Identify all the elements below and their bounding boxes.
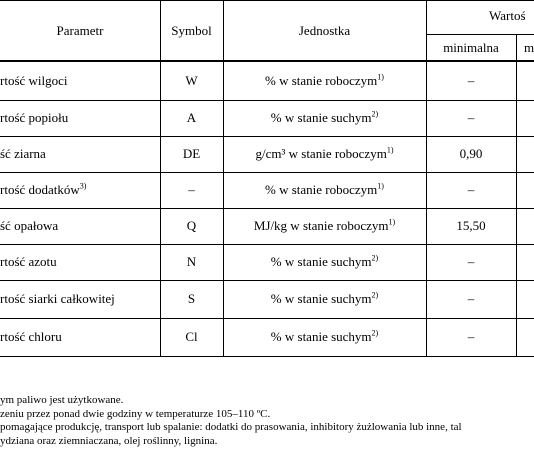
footnotes [0, 394, 534, 448]
row-minimum [426, 146, 516, 162]
row-minimum [426, 254, 516, 270]
column-divider [516, 34, 517, 357]
row-symbol-text: W [185, 73, 198, 88]
row-unit-text: % w stanie suchym [270, 110, 372, 125]
footnote: pomagające produkcję, transport lub spalanie: dodatki do prasowania, inhibitory żużlowania lub inne, tal [0, 421, 462, 433]
row-symbol [160, 146, 223, 162]
row-symbol [160, 218, 223, 234]
row-parameter-text: ść opałowa [0, 218, 59, 233]
row-parameter [0, 254, 57, 270]
row-minimum-text: – [467, 182, 475, 197]
row-parameter [0, 146, 46, 162]
row-divider [0, 136, 534, 137]
row-minimum-text: – [467, 329, 475, 344]
row-unit [223, 146, 426, 162]
row-unit-footnote-ref: 1) [388, 217, 396, 227]
row-symbol [160, 329, 223, 345]
header-split-line [426, 34, 534, 35]
table-top-border [0, 0, 534, 1]
row-divider [0, 318, 534, 319]
row-symbol-text: Cl [185, 329, 198, 344]
row-minimum-text: – [467, 291, 475, 306]
row-unit [223, 329, 426, 345]
row-parameter [0, 329, 62, 345]
table-bottom-border [0, 356, 534, 357]
header-minimum: minimalna [443, 40, 499, 55]
row-parameter [0, 73, 68, 89]
row-unit [223, 254, 426, 270]
row-unit-footnote-ref: 2) [371, 109, 379, 119]
row-unit-text: % w stanie suchym [270, 291, 372, 306]
row-unit-text: MJ/kg w stanie roboczym [253, 218, 389, 233]
row-symbol-text: – [188, 182, 195, 197]
header-symbol: Symbol [171, 23, 212, 38]
row-divider [0, 244, 534, 245]
header-value-group: Wartoś [489, 8, 526, 23]
header-maximum-fragment: m [524, 40, 534, 55]
row-divider [0, 280, 534, 281]
footnote: zeniu przez ponad dwie godziny w temperaturze 105–110 ºC. [0, 407, 271, 420]
row-symbol [160, 182, 223, 198]
row-minimum-text: – [467, 254, 475, 269]
row-unit-footnote-ref: 2) [371, 253, 379, 263]
row-minimum-text: – [467, 73, 475, 88]
row-unit [223, 110, 426, 126]
row-parameter [0, 182, 86, 198]
row-unit [223, 73, 426, 89]
row-parameter [0, 218, 58, 234]
row-parameter-text: rtość wilgoci [0, 73, 68, 88]
row-unit-text: % w stanie roboczym [265, 73, 378, 88]
row-symbol-text: A [186, 110, 197, 125]
footnote: ym paliwo jest użytkowane. [0, 394, 124, 406]
row-minimum [426, 73, 516, 89]
row-symbol-text: Q [186, 218, 197, 233]
row-unit-footnote-ref: 2) [371, 328, 379, 338]
row-unit-footnote-ref: 1) [377, 181, 384, 191]
row-parameter-footnote-ref: 3) [79, 181, 87, 191]
row-parameter-text: rtość azotu [0, 254, 57, 269]
row-minimum-text: – [467, 110, 475, 125]
row-symbol [160, 73, 223, 89]
header-bottom-border [0, 60, 534, 62]
footnote: ydziana oraz ziemniaczana, olej roślinny, lignina. [0, 434, 218, 447]
row-unit-footnote-ref: 1) [377, 72, 384, 82]
row-divider [0, 208, 534, 209]
row-unit-text: % w stanie suchym [270, 329, 372, 344]
row-parameter-text: rtość popiołu [0, 110, 69, 125]
row-unit-text: % w stanie roboczym [265, 182, 378, 197]
row-symbol [160, 291, 223, 307]
row-minimum-text: 0,90 [459, 146, 483, 161]
row-symbol-text: N [186, 254, 197, 269]
row-unit [223, 218, 426, 234]
row-minimum [426, 182, 516, 198]
row-parameter [0, 291, 115, 307]
row-parameter [0, 110, 68, 126]
row-unit-text: % w stanie suchym [270, 254, 372, 269]
row-parameter-text: rtość chloru [0, 329, 62, 344]
row-parameter-text: rtość siarki całkowitej [0, 291, 115, 306]
row-unit-footnote-ref: 2) [371, 290, 379, 300]
row-parameter-text: rtość dodatków [0, 182, 80, 197]
row-minimum [426, 110, 516, 126]
header-unit: Jednostka [298, 23, 351, 38]
row-unit-footnote-ref: 1) [386, 145, 394, 155]
row-symbol [160, 110, 223, 126]
row-minimum-text: 15,50 [456, 218, 486, 233]
row-symbol-text: DE [182, 146, 201, 161]
header-parameter: Parametr [56, 23, 104, 38]
row-symbol-text: S [187, 291, 196, 306]
row-minimum [426, 218, 516, 234]
row-unit [223, 182, 426, 198]
row-symbol [160, 254, 223, 270]
row-unit [223, 291, 426, 307]
row-divider [0, 172, 534, 173]
row-minimum [426, 291, 516, 307]
row-parameter-text: ść ziarna [0, 146, 46, 161]
row-minimum [426, 329, 516, 345]
row-unit-text: g/cm³ w stanie roboczym [255, 146, 387, 161]
row-divider [0, 100, 534, 101]
